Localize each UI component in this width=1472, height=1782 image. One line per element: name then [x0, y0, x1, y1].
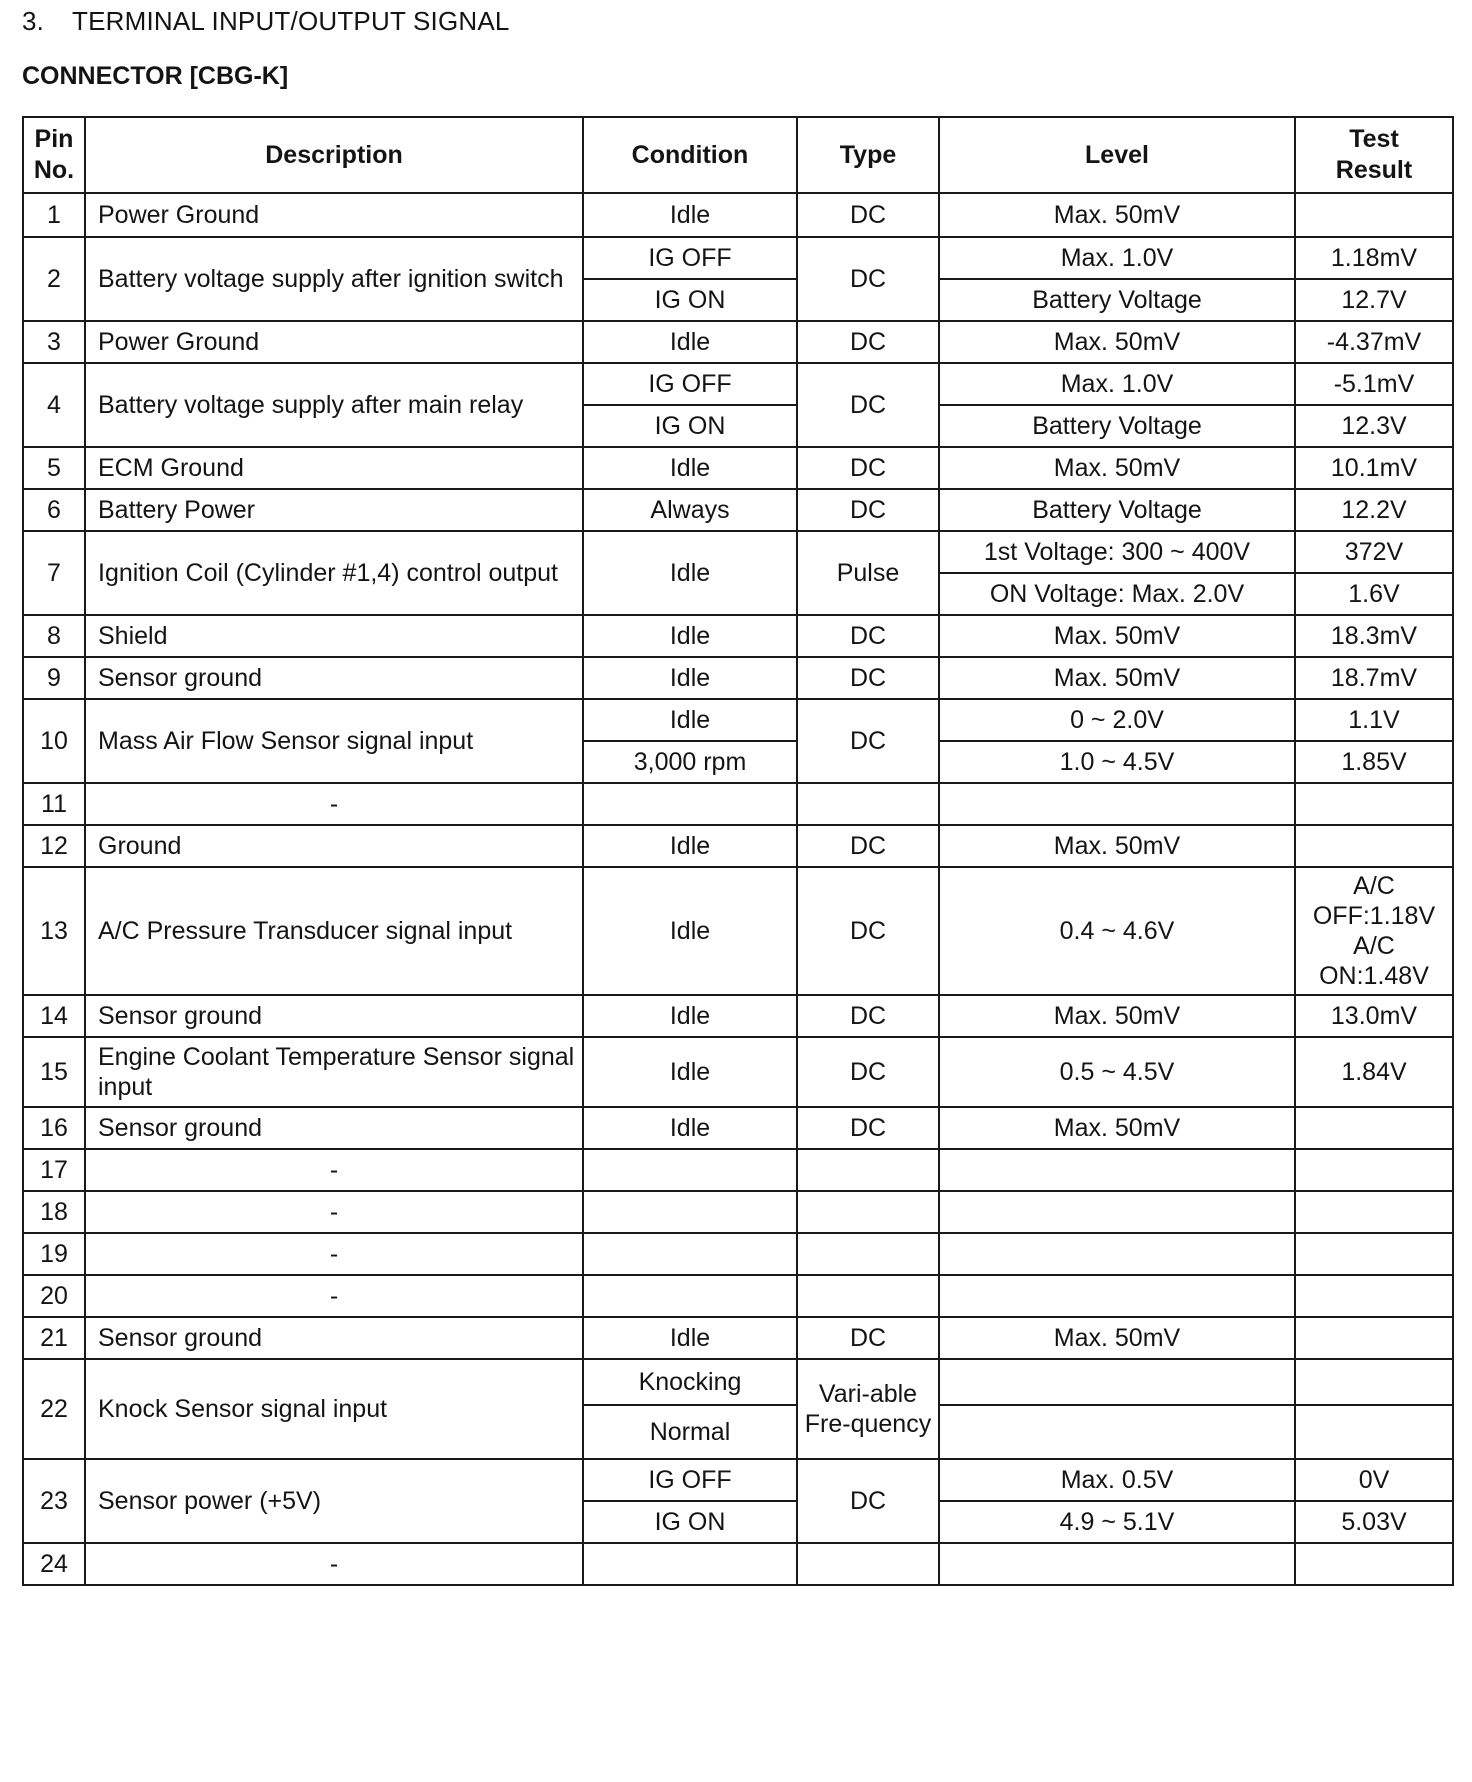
- header-test-result: Test Result: [1295, 117, 1453, 193]
- test-result-cell: 1.1V: [1295, 699, 1453, 741]
- type-cell: DC: [797, 1317, 939, 1359]
- test-result-cell: 5.03V: [1295, 1501, 1453, 1543]
- type-cell: [797, 1149, 939, 1191]
- condition-cell: IG ON: [583, 405, 797, 447]
- test-result-cell: 0V: [1295, 1459, 1453, 1501]
- test-result-cell: [1295, 1275, 1453, 1317]
- condition-cell: IG ON: [583, 279, 797, 321]
- table-row: [23, 867, 1453, 995]
- connector-title: CONNECTOR [CBG-K]: [22, 62, 289, 90]
- condition-cell: IG OFF: [583, 237, 797, 279]
- test-result-cell: [1295, 1107, 1453, 1149]
- table-row: [23, 447, 1453, 489]
- description-cell: Battery Power: [85, 489, 583, 531]
- test-result-cell: [1295, 1317, 1453, 1359]
- test-result-cell: [1295, 1543, 1453, 1585]
- level-cell: [939, 783, 1295, 825]
- condition-cell: Idle: [583, 867, 797, 995]
- pin-number-cell: 22: [23, 1359, 85, 1459]
- description-cell: Sensor ground: [85, 1317, 583, 1359]
- type-cell: DC: [797, 237, 939, 321]
- level-cell: [939, 1405, 1295, 1459]
- condition-cell: [583, 1543, 797, 1585]
- type-cell: Pulse: [797, 531, 939, 615]
- test-result-cell: 372V: [1295, 531, 1453, 573]
- type-cell: DC: [797, 699, 939, 783]
- type-cell: Vari-able Fre-quency: [797, 1359, 939, 1459]
- table-row: [23, 995, 1453, 1037]
- level-cell: Max. 50mV: [939, 447, 1295, 489]
- pin-number-cell: 3: [23, 321, 85, 363]
- pin-number-cell: 19: [23, 1233, 85, 1275]
- table-row: [23, 363, 1453, 405]
- condition-cell: Idle: [583, 1107, 797, 1149]
- table-row: [23, 1275, 1453, 1317]
- type-cell: DC: [797, 995, 939, 1037]
- level-cell: Max. 50mV: [939, 1107, 1295, 1149]
- level-cell: [939, 1233, 1295, 1275]
- test-result-cell: 1.18mV: [1295, 237, 1453, 279]
- type-cell: DC: [797, 615, 939, 657]
- description-cell: Engine Coolant Temperature Sensor signal input: [85, 1037, 583, 1107]
- description-cell: -: [85, 1233, 583, 1275]
- level-cell: [939, 1543, 1295, 1585]
- level-cell: 0.5 ~ 4.5V: [939, 1037, 1295, 1107]
- level-cell: [939, 1149, 1295, 1191]
- pin-number-cell: 10: [23, 699, 85, 783]
- type-cell: DC: [797, 489, 939, 531]
- table-row: [23, 699, 1453, 741]
- type-cell: DC: [797, 321, 939, 363]
- level-cell: Max. 50mV: [939, 615, 1295, 657]
- condition-cell: 3,000 rpm: [583, 741, 797, 783]
- type-cell: DC: [797, 1037, 939, 1107]
- condition-cell: [583, 1233, 797, 1275]
- description-cell: ECM Ground: [85, 447, 583, 489]
- pin-number-cell: 20: [23, 1275, 85, 1317]
- test-result-cell: -4.37mV: [1295, 321, 1453, 363]
- pin-number-cell: 13: [23, 867, 85, 995]
- type-cell: DC: [797, 1459, 939, 1543]
- table-row: [23, 783, 1453, 825]
- test-result-cell: [1295, 825, 1453, 867]
- test-result-cell: [1295, 1191, 1453, 1233]
- level-cell: 0.4 ~ 4.6V: [939, 867, 1295, 995]
- type-cell: DC: [797, 193, 939, 237]
- header-level: Level: [939, 117, 1295, 193]
- pin-number-cell: 8: [23, 615, 85, 657]
- description-cell: -: [85, 783, 583, 825]
- pin-number-cell: 2: [23, 237, 85, 321]
- table-row: [23, 1191, 1453, 1233]
- type-cell: DC: [797, 657, 939, 699]
- pin-number-cell: 4: [23, 363, 85, 447]
- type-cell: [797, 1275, 939, 1317]
- type-cell: DC: [797, 825, 939, 867]
- table-row: [23, 1459, 1453, 1501]
- test-result-cell: 1.6V: [1295, 573, 1453, 615]
- pin-number-cell: 1: [23, 193, 85, 237]
- pin-number-cell: 14: [23, 995, 85, 1037]
- level-cell: Max. 50mV: [939, 825, 1295, 867]
- table-row: [23, 237, 1453, 279]
- condition-cell: IG OFF: [583, 363, 797, 405]
- level-cell: ON Voltage: Max. 2.0V: [939, 573, 1295, 615]
- condition-cell: [583, 1149, 797, 1191]
- description-cell: -: [85, 1543, 583, 1585]
- level-cell: Battery Voltage: [939, 279, 1295, 321]
- level-cell: 1st Voltage: 300 ~ 400V: [939, 531, 1295, 573]
- condition-cell: [583, 783, 797, 825]
- header-description: Description: [85, 117, 583, 193]
- description-cell: -: [85, 1191, 583, 1233]
- table-row: [23, 531, 1453, 573]
- condition-cell: IG ON: [583, 1501, 797, 1543]
- table-row: [23, 657, 1453, 699]
- test-result-cell: -5.1mV: [1295, 363, 1453, 405]
- condition-cell: Idle: [583, 615, 797, 657]
- description-cell: Ground: [85, 825, 583, 867]
- table-row: [23, 1149, 1453, 1191]
- table-row: [23, 321, 1453, 363]
- table-body: [23, 193, 1453, 1585]
- test-result-cell: [1295, 1233, 1453, 1275]
- condition-cell: Idle: [583, 193, 797, 237]
- level-cell: Max. 1.0V: [939, 363, 1295, 405]
- terminal-signal-table: [22, 116, 1454, 1586]
- level-cell: 0 ~ 2.0V: [939, 699, 1295, 741]
- description-cell: Knock Sensor signal input: [85, 1359, 583, 1459]
- type-cell: DC: [797, 363, 939, 447]
- type-cell: [797, 1233, 939, 1275]
- table-row: [23, 1317, 1453, 1359]
- test-result-cell: 1.84V: [1295, 1037, 1453, 1107]
- condition-cell: Knocking: [583, 1359, 797, 1405]
- type-cell: DC: [797, 1107, 939, 1149]
- pin-number-cell: 15: [23, 1037, 85, 1107]
- level-cell: [939, 1359, 1295, 1405]
- table-row: [23, 1543, 1453, 1585]
- level-cell: Max. 50mV: [939, 657, 1295, 699]
- description-cell: Mass Air Flow Sensor signal input: [85, 699, 583, 783]
- type-cell: [797, 1543, 939, 1585]
- description-cell: Power Ground: [85, 321, 583, 363]
- condition-cell: Idle: [583, 321, 797, 363]
- test-result-cell: 12.2V: [1295, 489, 1453, 531]
- level-cell: Max. 0.5V: [939, 1459, 1295, 1501]
- condition-cell: Idle: [583, 1037, 797, 1107]
- table-row: [23, 193, 1453, 237]
- header-type: Type: [797, 117, 939, 193]
- type-cell: DC: [797, 867, 939, 995]
- pin-number-cell: 9: [23, 657, 85, 699]
- test-result-cell: 18.7mV: [1295, 657, 1453, 699]
- level-cell: Max. 1.0V: [939, 237, 1295, 279]
- description-cell: Sensor ground: [85, 657, 583, 699]
- test-result-cell: [1295, 783, 1453, 825]
- table-row: [23, 1037, 1453, 1107]
- description-cell: -: [85, 1149, 583, 1191]
- description-cell: Sensor ground: [85, 1107, 583, 1149]
- table-row: [23, 489, 1453, 531]
- pin-number-cell: 11: [23, 783, 85, 825]
- header-condition: Condition: [583, 117, 797, 193]
- condition-cell: Idle: [583, 531, 797, 615]
- condition-cell: Idle: [583, 995, 797, 1037]
- condition-cell: Idle: [583, 1317, 797, 1359]
- description-cell: Ignition Coil (Cylinder #1,4) control output: [85, 531, 583, 615]
- pin-number-cell: 17: [23, 1149, 85, 1191]
- level-cell: Battery Voltage: [939, 405, 1295, 447]
- type-cell: [797, 1191, 939, 1233]
- level-cell: Battery Voltage: [939, 489, 1295, 531]
- condition-cell: [583, 1275, 797, 1317]
- level-cell: 4.9 ~ 5.1V: [939, 1501, 1295, 1543]
- pin-number-cell: 12: [23, 825, 85, 867]
- condition-cell: Idle: [583, 447, 797, 489]
- type-cell: DC: [797, 447, 939, 489]
- level-cell: Max. 50mV: [939, 193, 1295, 237]
- test-result-cell: 1.85V: [1295, 741, 1453, 783]
- test-result-cell: 18.3mV: [1295, 615, 1453, 657]
- section-title: TERMINAL INPUT/OUTPUT SIGNAL: [72, 6, 510, 36]
- test-result-cell: [1295, 1149, 1453, 1191]
- level-cell: [939, 1191, 1295, 1233]
- condition-cell: [583, 1191, 797, 1233]
- table-header-row: [23, 117, 1453, 193]
- description-cell: Shield: [85, 615, 583, 657]
- table-row: [23, 615, 1453, 657]
- description-cell: Power Ground: [85, 193, 583, 237]
- test-result-cell: 10.1mV: [1295, 447, 1453, 489]
- level-cell: [939, 1275, 1295, 1317]
- section-heading: [22, 6, 510, 37]
- table-row: [23, 1107, 1453, 1149]
- level-cell: 1.0 ~ 4.5V: [939, 741, 1295, 783]
- level-cell: Max. 50mV: [939, 1317, 1295, 1359]
- condition-cell: Always: [583, 489, 797, 531]
- pin-number-cell: 6: [23, 489, 85, 531]
- condition-cell: Normal: [583, 1405, 797, 1459]
- pin-number-cell: 21: [23, 1317, 85, 1359]
- test-result-cell: 13.0mV: [1295, 995, 1453, 1037]
- pin-number-cell: 24: [23, 1543, 85, 1585]
- table-row: [23, 1359, 1453, 1405]
- description-cell: Sensor ground: [85, 995, 583, 1037]
- test-result-cell: [1295, 1405, 1453, 1459]
- description-cell: Sensor power (+5V): [85, 1459, 583, 1543]
- test-result-cell: 12.7V: [1295, 279, 1453, 321]
- description-cell: A/C Pressure Transducer signal input: [85, 867, 583, 995]
- pin-number-cell: 23: [23, 1459, 85, 1543]
- pin-number-cell: 7: [23, 531, 85, 615]
- test-result-cell: [1295, 1359, 1453, 1405]
- condition-cell: Idle: [583, 657, 797, 699]
- table-row: [23, 825, 1453, 867]
- test-result-cell: 12.3V: [1295, 405, 1453, 447]
- condition-cell: Idle: [583, 825, 797, 867]
- level-cell: Max. 50mV: [939, 995, 1295, 1037]
- description-cell: Battery voltage supply after ignition switch: [85, 237, 583, 321]
- description-cell: -: [85, 1275, 583, 1317]
- condition-cell: Idle: [583, 699, 797, 741]
- pin-number-cell: 5: [23, 447, 85, 489]
- section-number: 3.: [22, 6, 45, 36]
- pin-number-cell: 16: [23, 1107, 85, 1149]
- level-cell: Max. 50mV: [939, 321, 1295, 363]
- table-row: [23, 1233, 1453, 1275]
- test-result-cell: A/C OFF:1.18V A/C ON:1.48V: [1295, 867, 1453, 995]
- type-cell: [797, 783, 939, 825]
- header-pin-no: Pin No.: [23, 117, 85, 193]
- condition-cell: IG OFF: [583, 1459, 797, 1501]
- pin-number-cell: 18: [23, 1191, 85, 1233]
- test-result-cell: [1295, 193, 1453, 237]
- description-cell: Battery voltage supply after main relay: [85, 363, 583, 447]
